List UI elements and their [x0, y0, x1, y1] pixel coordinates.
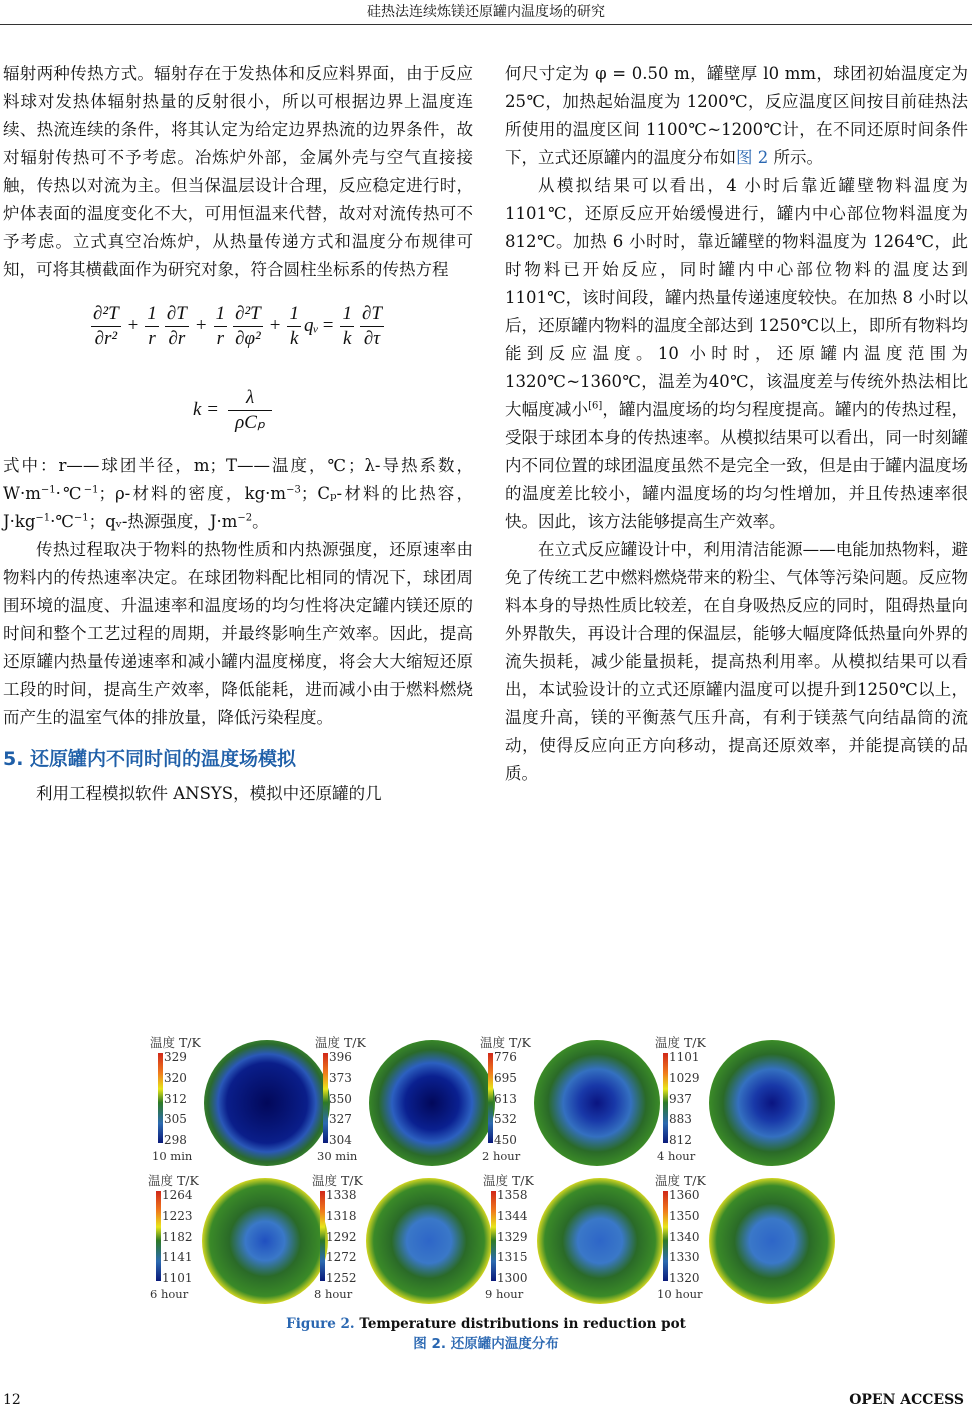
legend-title: 温度 T/K	[150, 1035, 201, 1050]
temperature-field-disk	[709, 1040, 835, 1166]
eq-term: k	[343, 327, 352, 349]
colorbar	[663, 1191, 668, 1281]
colorbar-tick: 532	[494, 1112, 517, 1127]
paragraph: 利用工程模拟软件 ANSYS，模拟中还原罐的几	[36, 784, 382, 803]
colorbar-ticks	[494, 1051, 517, 1147]
time-label: 30 min	[317, 1149, 358, 1163]
caption-text: Temperature distributions in reduction pot	[354, 1316, 686, 1332]
time-label: 10 min	[152, 1149, 193, 1163]
def-text: ·℃	[50, 512, 74, 531]
running-header: 硅热法连续炼镁还原罐内温度场的研究	[367, 4, 605, 20]
right-column	[505, 60, 968, 788]
eq-op: +	[127, 315, 139, 336]
temperature-field-disk	[534, 1040, 660, 1166]
colorbar-ticks	[326, 1189, 357, 1285]
text: 从模拟结果可以看出，4 小时后靠近罐壁物料温度为 1101℃，还原反应开始缓慢进行，罐内中心部位物料温度为 812℃。加热 6 小时时，靠近罐壁的物料温度为 1264℃，此时物料已开始反应，同时罐内中心部位物料的温度达到 1101℃，该时间段，罐内热量传递速度较快。在加热 8 小时以后，还原罐内物料的温度全部达到 1250℃以上，即所有物料均能到反应温度。10 小时时，还原罐内温度范围为 1320℃~1360℃，温差为40℃，该温度差与传统外热法相比大幅度减小	[505, 176, 968, 419]
time-label: 4 hour	[657, 1149, 696, 1163]
legend-title: 温度 T/K	[148, 1173, 199, 1188]
paragraph	[505, 172, 968, 536]
colorbar-tick: 937	[669, 1091, 692, 1106]
eq-term: ∂r	[168, 327, 186, 349]
def-text: ·℃	[55, 484, 84, 503]
colorbar-tick: 373	[329, 1070, 352, 1085]
colorbar-tick: 305	[164, 1112, 187, 1127]
eq-term: ρCₚ	[235, 411, 266, 433]
heat-equation	[3, 284, 473, 368]
eq-term: r	[216, 327, 225, 349]
eq-term: 1	[340, 302, 354, 327]
time-label: 8 hour	[314, 1287, 353, 1301]
colorbar-tick: 695	[494, 1070, 517, 1085]
eq-term: qᵥ	[303, 315, 319, 336]
colorbar-tick: 1358	[497, 1188, 528, 1202]
legend-title: 温度 T/K	[315, 1035, 366, 1050]
colorbar-tick: 1318	[326, 1208, 357, 1223]
eq-term: r	[148, 327, 156, 349]
caption-label: Figure 2.	[286, 1316, 355, 1332]
temperature-panel	[315, 1036, 485, 1172]
temperature-panel	[655, 1174, 825, 1310]
temperature-panel	[312, 1174, 482, 1310]
eq-lhs: k =	[193, 399, 220, 420]
colorbar-tick: 350	[329, 1091, 352, 1106]
temperature-panel	[148, 1174, 318, 1310]
colorbar-tick: 1350	[669, 1208, 700, 1223]
sup: −2	[237, 512, 253, 524]
temperature-panel	[150, 1036, 320, 1172]
colorbar-tick: 883	[669, 1112, 692, 1127]
eq-term: ∂τ	[363, 327, 381, 349]
eq-term: 1	[214, 302, 228, 327]
time-label: 2 hour	[482, 1149, 521, 1163]
paragraph: 辐射两种传热方式。辐射存在于发热体和反应料界面，由于反应料球对发热体辐射热量的反射很小，所以可根据边界上温度连续、热流连续的条件，将其认定为给定边界热流的边界条件，故对辐射传热可不予考虑。冶炼炉外部，金属外壳与空气直接接触，传热以对流为主。但当保温层设计合理，反应稳定进行时，炉体表面的温度变化不大，可用恒温来代替，故对对流传热可不予考虑。立式真空冶炼炉，从热量传递方式和温度分布规律可知，可将其横截面作为研究对象，符合圆柱坐标系的传热方程	[3, 64, 473, 279]
colorbar-ticks	[669, 1189, 700, 1285]
colorbar-tick: 1182	[162, 1229, 193, 1244]
colorbar-tick: 1330	[669, 1250, 700, 1265]
temperature-panel	[483, 1174, 653, 1310]
colorbar-tick: 1272	[326, 1250, 357, 1265]
open-access-label: OPEN ACCESS	[849, 1392, 964, 1408]
colorbar-tick: 1344	[497, 1208, 528, 1223]
temperature-panel	[655, 1036, 825, 1172]
colorbar-tick: 1101	[669, 1050, 700, 1064]
figure-caption-zh: 图 2. 还原罐内温度分布	[413, 1336, 559, 1352]
colorbar-tick: 1101	[162, 1271, 193, 1285]
colorbar-tick: 329	[164, 1050, 187, 1064]
temperature-field-disk	[366, 1178, 492, 1304]
colorbar-tick: 1315	[497, 1250, 528, 1265]
temperature-field-disk	[369, 1040, 495, 1166]
colorbar-tick: 320	[164, 1070, 187, 1085]
colorbar-tick: 1320	[669, 1271, 700, 1285]
colorbar-tick: 1252	[326, 1271, 357, 1285]
time-label: 10 hour	[657, 1287, 703, 1301]
legend-title: 温度 T/K	[483, 1173, 534, 1188]
temperature-field-disk	[204, 1040, 330, 1166]
colorbar-tick: 1340	[669, 1229, 700, 1244]
colorbar-tick: 1292	[326, 1229, 357, 1244]
legend-title: 温度 T/K	[655, 1173, 706, 1188]
colorbar-tick: 1029	[669, 1070, 700, 1085]
time-label: 9 hour	[485, 1287, 524, 1301]
variable-definitions	[3, 452, 473, 536]
k-equation	[3, 368, 473, 452]
colorbar-tick: 312	[164, 1091, 187, 1106]
colorbar-tick: 1223	[162, 1208, 193, 1223]
def-text: 。	[252, 512, 269, 531]
legend-title: 温度 T/K	[312, 1173, 363, 1188]
colorbar-tick: 613	[494, 1091, 517, 1106]
figure-caption-en	[0, 1316, 972, 1333]
sup: −1	[83, 484, 99, 496]
figure-temperature-distributions	[140, 1036, 840, 1312]
colorbar-tick: 304	[329, 1133, 352, 1147]
legend-title: 温度 T/K	[480, 1035, 531, 1050]
eq-op: +	[269, 315, 281, 336]
eq-term: ∂²T	[91, 302, 121, 327]
paragraph: 在立式反应罐设计中，利用清洁能源——电能加热物料，避免了传统工艺中燃料燃烧带来的粉尘、气体等污染问题。反应物料本身的导热性质比较差，在自身吸热反应的同时，阻碍热量向外界散失，再设计合理的保温层，能够大幅度降低热量向外界的流失损耗，减少能量损耗，提高热利用率。从模拟结果可以看出，本试验设计的立式还原罐内温度可以提升到1250℃以上，温度升高，镁的平衡蒸气压升高，有利于镁蒸气向结晶筒的流动，使得反应向正方向移动，提高还原效率，并能提高镁的品质。	[505, 540, 968, 783]
section-heading: 5. 还原罐内不同时间的温度场模拟	[3, 748, 297, 770]
colorbar-tick: 1360	[669, 1188, 700, 1202]
colorbar	[320, 1191, 325, 1281]
left-column	[3, 60, 473, 808]
eq-term: 1	[287, 302, 301, 327]
colorbar	[156, 1191, 161, 1281]
temperature-field-disk	[202, 1178, 328, 1304]
eq-term: ∂φ²	[235, 327, 261, 349]
paragraph: 传热过程取决于物料的热物性质和内热源强度，还原速率由物料内的传热速率决定。在球团物料配比相同的情况下，球团周围环境的温度、升温速率和温度场的均匀性将决定罐内镁还原的时间和整个工艺过程的周期，并最终影响生产效率。因此，提高还原罐内热量传递速率和减小罐内温度梯度，将会大大缩短还原工段的时间，提高生产效率，降低能耗，进而减小由于燃料燃烧而产生的温室气体的排放量，降低污染程度。	[3, 540, 473, 727]
eq-op: =	[322, 315, 334, 336]
eq-term: ∂T	[165, 302, 189, 327]
colorbar-ticks	[329, 1051, 352, 1147]
def-text: 式中：r——球团半径，m；T——温度，℃；λ-导热系数，W·m	[3, 456, 473, 503]
eq-op: +	[195, 315, 207, 336]
figure-link[interactable]: 图 2	[736, 148, 769, 167]
eq-term: 1	[145, 302, 159, 327]
def-text: ；Cₚ-材料的比热容，J·kg	[3, 484, 474, 531]
def-text: ；ρ-材料的密度，kg·m	[98, 484, 287, 503]
sup: −1	[40, 484, 56, 496]
colorbar-ticks	[164, 1051, 187, 1147]
colorbar-tick: 1264	[162, 1188, 193, 1202]
header-divider	[0, 24, 972, 25]
colorbar-tick: 298	[164, 1133, 187, 1147]
eq-term: ∂r²	[94, 327, 118, 349]
colorbar-tick: 396	[329, 1050, 352, 1064]
colorbar-ticks	[669, 1051, 700, 1147]
colorbar	[323, 1053, 328, 1143]
page-number: 12	[3, 1392, 21, 1408]
legend-title: 温度 T/K	[655, 1035, 706, 1050]
colorbar	[663, 1053, 668, 1143]
colorbar-tick: 1338	[326, 1188, 357, 1202]
text: 所示。	[768, 148, 823, 167]
citation-link[interactable]: [6]	[588, 400, 603, 412]
temperature-field-disk	[537, 1178, 663, 1304]
colorbar-tick: 812	[669, 1133, 692, 1147]
eq-term: ∂T	[360, 302, 384, 327]
sup: −1	[35, 512, 51, 524]
sup: −1	[73, 512, 89, 524]
temperature-panel	[480, 1036, 650, 1172]
paragraph	[505, 60, 968, 172]
eq-term: λ	[228, 386, 272, 411]
colorbar	[491, 1191, 496, 1281]
time-label: 6 hour	[150, 1287, 189, 1301]
colorbar-tick: 450	[494, 1133, 517, 1147]
text: 何尺寸定为 φ = 0.50 m，罐壁厚 l0 mm，球团初始温度定为 25℃，加热起始温度为 1200℃，反应温度区间按目前硅热法所使用的温度区间 1100℃~1200℃计，在不同还原时间条件下，立式还原罐内的温度分布如	[505, 64, 968, 167]
colorbar-tick: 1141	[162, 1250, 193, 1265]
eq-term: k	[289, 327, 299, 349]
colorbar-tick: 1300	[497, 1271, 528, 1285]
colorbar	[158, 1053, 163, 1143]
colorbar-tick: 1329	[497, 1229, 528, 1244]
colorbar-ticks	[497, 1189, 528, 1285]
eq-term: ∂²T	[233, 302, 263, 327]
text: ，罐内温度场的均匀程度提高。罐内的传热过程，受限于球团本身的传热速率。从模拟结果可以看出，同一时刻罐内不同位置的球团温度虽然不是完全一致，但是由于罐内温度场的温度差比较小，罐内温度场的均匀性增加，并且传热速率很快。因此，该方法能够提高生产效率。	[505, 400, 969, 531]
def-text: ；qᵥ-热源强度，J·m	[88, 512, 238, 531]
temperature-field-disk	[709, 1178, 835, 1304]
colorbar-ticks	[162, 1189, 193, 1285]
sup: −3	[286, 484, 301, 496]
colorbar-tick: 776	[494, 1050, 517, 1064]
colorbar	[488, 1053, 493, 1143]
colorbar-tick: 327	[329, 1112, 352, 1127]
